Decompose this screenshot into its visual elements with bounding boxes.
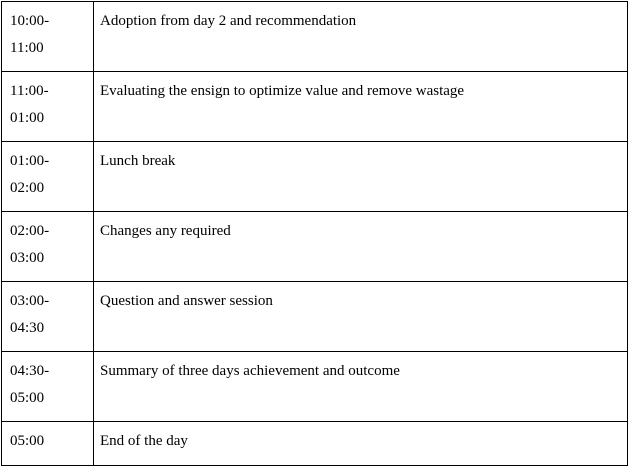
time-start: 02:00-: [10, 223, 50, 239]
activity-cell: Question and answer session: [94, 282, 628, 352]
activity-cell: Summary of three days achievement and outcome: [94, 352, 628, 422]
time-end: 01:00: [10, 110, 45, 126]
table-row: [2, 422, 628, 466]
time-cell: [2, 212, 94, 282]
time-cell: [2, 142, 94, 212]
activity-cell: Changes any required: [94, 212, 628, 282]
activity-cell: End of the day: [94, 422, 628, 466]
time-cell: [2, 352, 94, 422]
time-end: 03:00: [10, 250, 45, 266]
table-row: [2, 282, 628, 352]
time-end: 04:30: [10, 320, 45, 336]
schedule-table: [1, 1, 628, 466]
table-row: [2, 352, 628, 422]
time-end: 02:00: [10, 180, 45, 196]
time-start: 11:00-: [10, 83, 49, 99]
time-start: 04:30-: [10, 363, 50, 379]
activity-cell: Evaluating the ensign to optimize value and remove wastage: [94, 72, 628, 142]
time-cell: [2, 72, 94, 142]
time-end: 05:00: [10, 390, 45, 406]
table-row: [2, 2, 628, 72]
time-cell: [2, 422, 94, 466]
time-start: 01:00-: [10, 153, 50, 169]
activity-cell: Lunch break: [94, 142, 628, 212]
time-cell: [2, 282, 94, 352]
time-start: 10:00-: [10, 13, 50, 29]
time-end: 11:00: [10, 40, 44, 56]
table-row: [2, 142, 628, 212]
table-row: [2, 212, 628, 282]
table-row: [2, 72, 628, 142]
time-cell: [2, 2, 94, 72]
activity-cell: Adoption from day 2 and recommendation: [94, 2, 628, 72]
time-start: 03:00-: [10, 293, 50, 309]
time-start: 05:00: [10, 433, 45, 449]
